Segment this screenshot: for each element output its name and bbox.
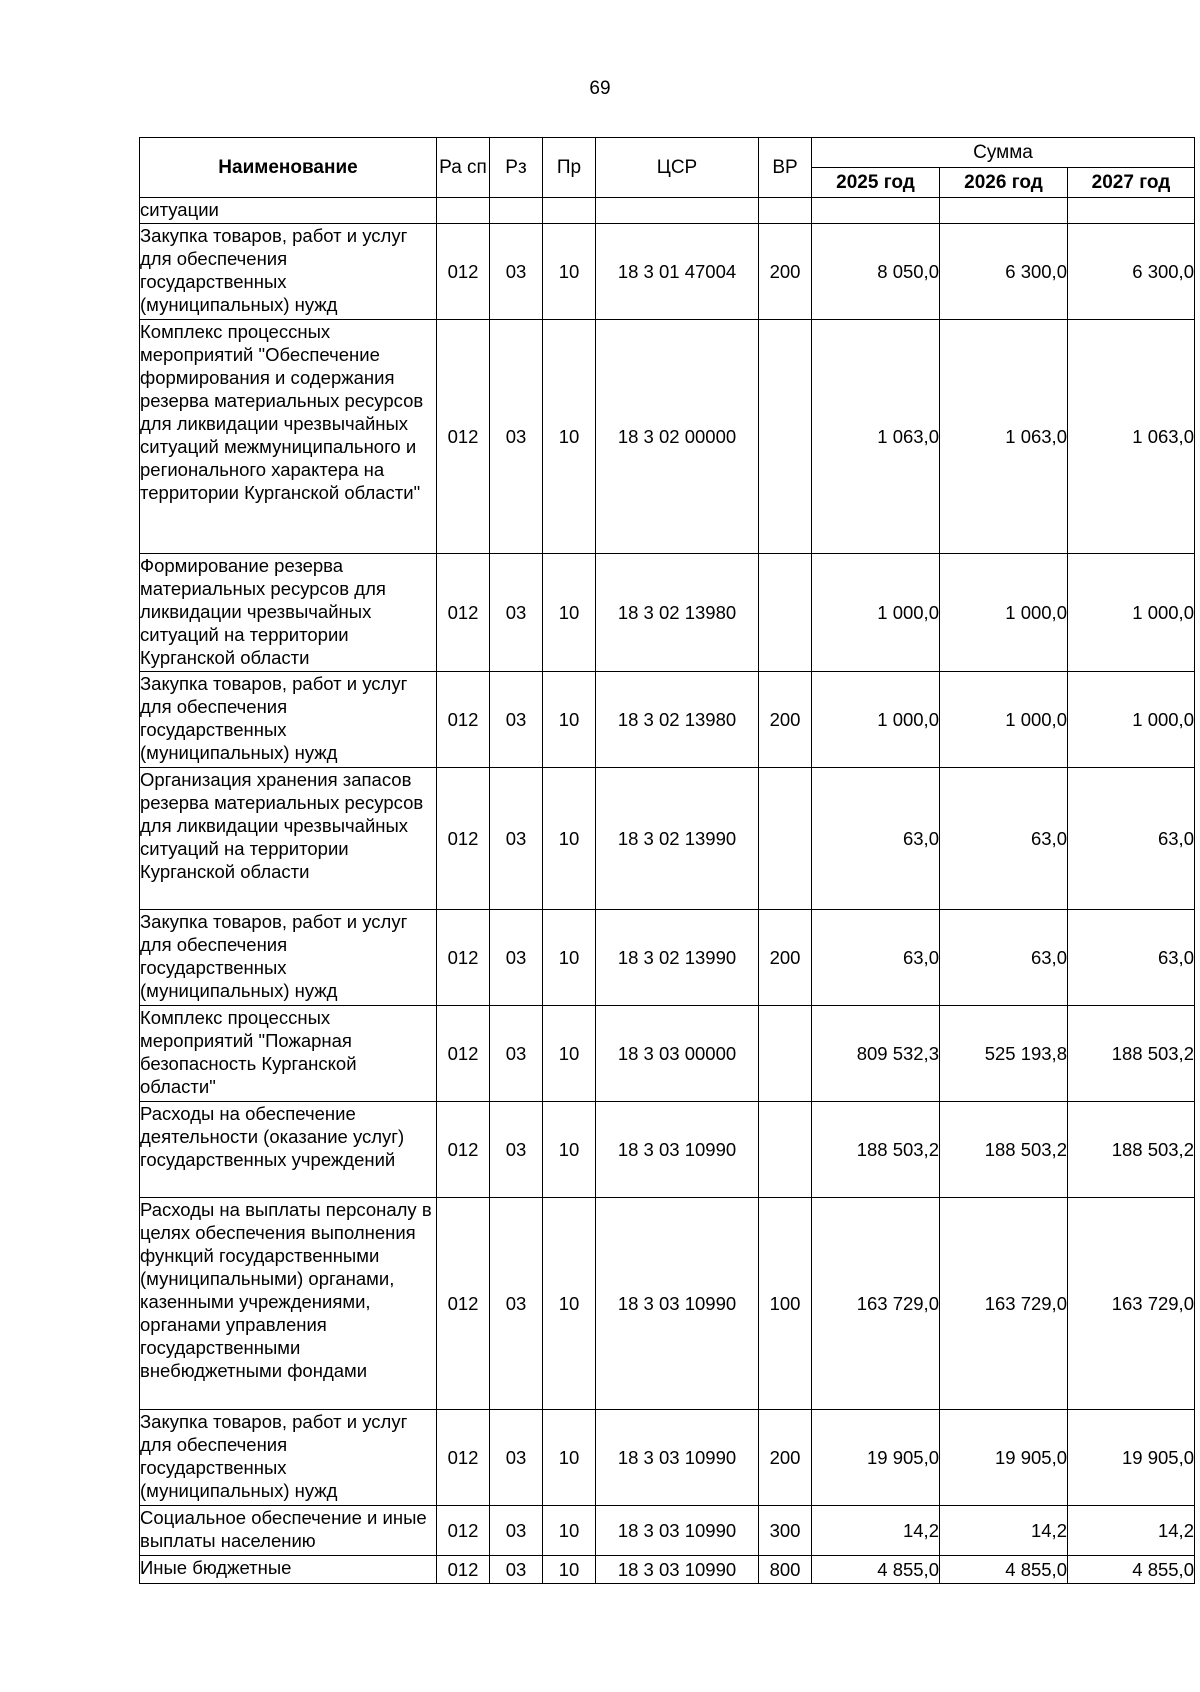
cell-csr: 18 3 03 10990 (596, 1198, 759, 1410)
amount-2026: 163 729,0 (940, 1198, 1068, 1410)
cell-vr: 100 (759, 1198, 812, 1410)
cell-vr: 200 (759, 910, 812, 1006)
amount-2027 (1068, 198, 1195, 224)
table-row (140, 320, 1195, 554)
header-rasp: Ра сп (437, 138, 490, 198)
cell-rasp: 012 (437, 1006, 490, 1102)
amount-2026: 63,0 (940, 768, 1068, 910)
cell-csr: 18 3 02 13980 (596, 672, 759, 768)
table-row (140, 224, 1195, 320)
cell-rz: 03 (490, 1198, 543, 1410)
row-name: Комплекс процессных мероприятий "Пожарная безопасность Курганской области" (140, 1006, 437, 1102)
cell-vr (759, 320, 812, 554)
header-year-2026: 2026 год (940, 168, 1068, 198)
amount-2025: 1 000,0 (812, 672, 940, 768)
amount-2026: 14,2 (940, 1506, 1068, 1556)
cell-pr: 10 (543, 224, 596, 320)
row-name: Комплекс процессных мероприятий "Обеспечение формирования и содержания резерва материальных ресурсов для ликвидации чрезвычайных ситуаций межмуниципального и регионального характера на территории Курганской области" (140, 320, 437, 554)
header-sum: Сумма (812, 138, 1195, 168)
cell-pr: 10 (543, 554, 596, 672)
row-name: Расходы на выплаты персоналу в целях обеспечения выполнения функций государственными (муниципальными) органами, казенными учреждениями, органами управления государственными внебюджетными фондами (140, 1198, 437, 1410)
cell-csr: 18 3 03 00000 (596, 1006, 759, 1102)
amount-2027: 188 503,2 (1068, 1006, 1195, 1102)
amount-2027: 188 503,2 (1068, 1102, 1195, 1198)
header-pr: Пр (543, 138, 596, 198)
row-name: Организация хранения запасов резерва материальных ресурсов для ликвидации чрезвычайных ситуаций на территории Курганской области (140, 768, 437, 910)
cell-vr: 300 (759, 1506, 812, 1556)
table-row (140, 1506, 1195, 1556)
cell-csr: 18 3 02 00000 (596, 320, 759, 554)
cell-pr: 10 (543, 768, 596, 910)
amount-2025 (812, 198, 940, 224)
header-year-2027: 2027 год (1068, 168, 1195, 198)
cell-csr: 18 3 03 10990 (596, 1506, 759, 1556)
amount-2025: 4 855,0 (812, 1556, 940, 1584)
table-row (140, 198, 1195, 224)
page-number: 69 (589, 78, 611, 99)
amount-2025: 63,0 (812, 768, 940, 910)
cell-pr: 10 (543, 1198, 596, 1410)
amount-2025: 14,2 (812, 1506, 940, 1556)
cell-rasp: 012 (437, 910, 490, 1006)
cell-rz: 03 (490, 1506, 543, 1556)
amount-2026: 525 193,8 (940, 1006, 1068, 1102)
row-name: Формирование резерва материальных ресурсов для ликвидации чрезвычайных ситуаций на территории Курганской области (140, 554, 437, 672)
cell-vr (759, 1102, 812, 1198)
amount-2027: 19 905,0 (1068, 1410, 1195, 1506)
amount-2027: 63,0 (1068, 768, 1195, 910)
amount-2027: 163 729,0 (1068, 1198, 1195, 1410)
row-name: Закупка товаров, работ и услуг для обеспечения государственных (муниципальных) нужд (140, 910, 437, 1006)
amount-2025: 1 000,0 (812, 554, 940, 672)
header-vr: ВР (759, 138, 812, 198)
cell-vr (759, 1006, 812, 1102)
amount-2027: 6 300,0 (1068, 224, 1195, 320)
cell-vr: 200 (759, 672, 812, 768)
cell-rz: 03 (490, 320, 543, 554)
amount-2027: 14,2 (1068, 1506, 1195, 1556)
row-name: Иные бюджетные (140, 1556, 437, 1584)
cell-pr: 10 (543, 320, 596, 554)
cell-rasp: 012 (437, 320, 490, 554)
cell-rz: 03 (490, 1006, 543, 1102)
amount-2026: 19 905,0 (940, 1410, 1068, 1506)
cell-csr: 18 3 02 13990 (596, 768, 759, 910)
cell-csr: 18 3 03 10990 (596, 1410, 759, 1506)
cell-rasp: 012 (437, 1102, 490, 1198)
amount-2025: 63,0 (812, 910, 940, 1006)
cell-rasp: 012 (437, 224, 490, 320)
row-name: ситуации (140, 198, 437, 224)
cell-pr (543, 198, 596, 224)
cell-vr (759, 768, 812, 910)
table-row (140, 1006, 1195, 1102)
cell-pr: 10 (543, 1556, 596, 1584)
cell-csr (596, 198, 759, 224)
cell-rasp: 012 (437, 1556, 490, 1584)
amount-2026: 1 000,0 (940, 672, 1068, 768)
table-row (140, 910, 1195, 1006)
cell-csr: 18 3 03 10990 (596, 1556, 759, 1584)
cell-rz: 03 (490, 910, 543, 1006)
table-row (140, 672, 1195, 768)
cell-rz: 03 (490, 672, 543, 768)
amount-2026 (940, 198, 1068, 224)
cell-csr: 18 3 01 47004 (596, 224, 759, 320)
amount-2027: 1 000,0 (1068, 672, 1195, 768)
table-row (140, 1410, 1195, 1506)
cell-vr: 200 (759, 1410, 812, 1506)
amount-2026: 188 503,2 (940, 1102, 1068, 1198)
amount-2025: 1 063,0 (812, 320, 940, 554)
table-body (140, 198, 1195, 1584)
amount-2025: 163 729,0 (812, 1198, 940, 1410)
header-name: Наименование (140, 138, 437, 198)
cell-pr: 10 (543, 1506, 596, 1556)
amount-2026: 63,0 (940, 910, 1068, 1006)
header-year-2025: 2025 год (812, 168, 940, 198)
row-name: Закупка товаров, работ и услуг для обеспечения государственных (муниципальных) нужд (140, 672, 437, 768)
amount-2026: 4 855,0 (940, 1556, 1068, 1584)
budget-table (139, 137, 1195, 1584)
cell-rasp (437, 198, 490, 224)
cell-csr: 18 3 02 13980 (596, 554, 759, 672)
amount-2026: 6 300,0 (940, 224, 1068, 320)
table-row (140, 554, 1195, 672)
row-name: Закупка товаров, работ и услуг для обеспечения государственных (муниципальных) нужд (140, 224, 437, 320)
cell-rz: 03 (490, 554, 543, 672)
amount-2026: 1 063,0 (940, 320, 1068, 554)
cell-vr: 200 (759, 224, 812, 320)
cell-pr: 10 (543, 1410, 596, 1506)
amount-2025: 188 503,2 (812, 1102, 940, 1198)
amount-2027: 1 063,0 (1068, 320, 1195, 554)
cell-rasp: 012 (437, 1410, 490, 1506)
cell-rasp: 012 (437, 1506, 490, 1556)
cell-rasp: 012 (437, 1198, 490, 1410)
cell-vr (759, 554, 812, 672)
cell-rasp: 012 (437, 768, 490, 910)
cell-csr: 18 3 03 10990 (596, 1102, 759, 1198)
cell-vr (759, 198, 812, 224)
table-row (140, 1198, 1195, 1410)
amount-2025: 809 532,3 (812, 1006, 940, 1102)
cell-csr: 18 3 02 13990 (596, 910, 759, 1006)
cell-pr: 10 (543, 1006, 596, 1102)
cell-rz: 03 (490, 1410, 543, 1506)
cell-rasp: 012 (437, 672, 490, 768)
cell-rz (490, 198, 543, 224)
header-rz: Рз (490, 138, 543, 198)
row-name: Социальное обеспечение и иные выплаты населению (140, 1506, 437, 1556)
row-name: Расходы на обеспечение деятельности (оказание услуг) государственных учреждений (140, 1102, 437, 1198)
cell-vr: 800 (759, 1556, 812, 1584)
cell-rz: 03 (490, 1102, 543, 1198)
cell-rasp: 012 (437, 554, 490, 672)
table-row (140, 1102, 1195, 1198)
cell-rz: 03 (490, 224, 543, 320)
amount-2025: 19 905,0 (812, 1410, 940, 1506)
table-row (140, 1556, 1195, 1584)
row-name: Закупка товаров, работ и услуг для обеспечения государственных (муниципальных) нужд (140, 1410, 437, 1506)
cell-rz: 03 (490, 1556, 543, 1584)
cell-pr: 10 (543, 910, 596, 1006)
amount-2027: 63,0 (1068, 910, 1195, 1006)
cell-pr: 10 (543, 1102, 596, 1198)
amount-2027: 1 000,0 (1068, 554, 1195, 672)
header-csr: ЦСР (596, 138, 759, 198)
amount-2025: 8 050,0 (812, 224, 940, 320)
amount-2026: 1 000,0 (940, 554, 1068, 672)
table-row (140, 768, 1195, 910)
cell-pr: 10 (543, 672, 596, 768)
amount-2027: 4 855,0 (1068, 1556, 1195, 1584)
cell-rz: 03 (490, 768, 543, 910)
